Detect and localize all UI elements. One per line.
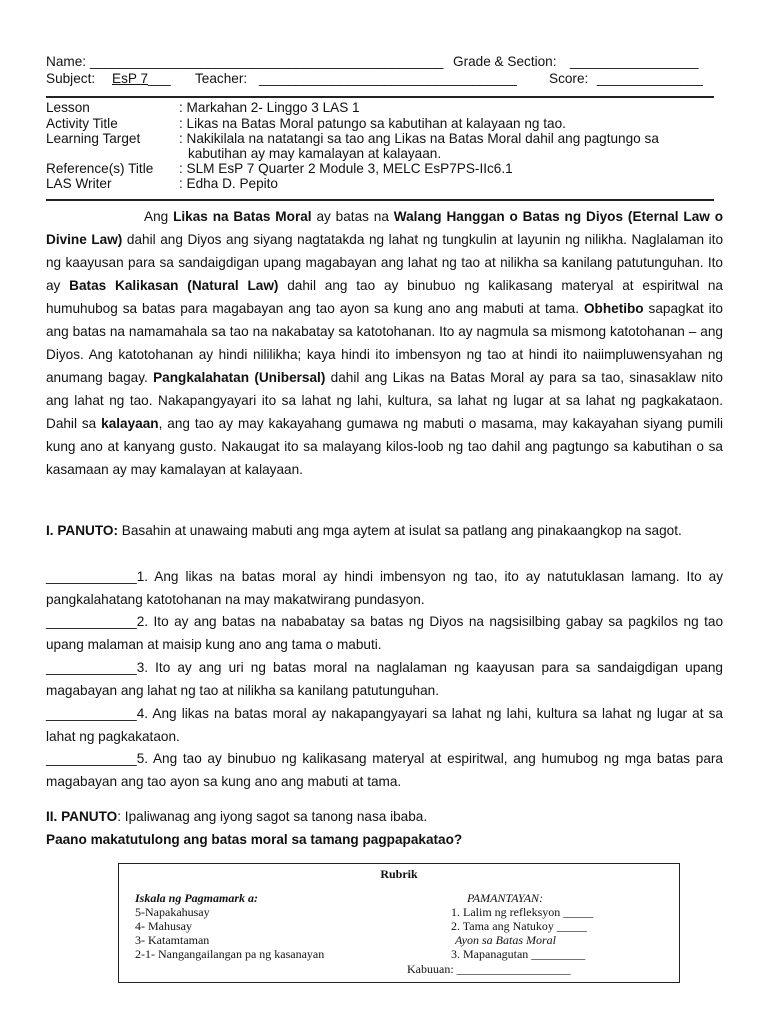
- rubric-scale-item: 5-Napakahusay: [135, 905, 210, 919]
- rubric-title: Rubrik: [380, 867, 418, 881]
- lesson-value: : Markahan 2- Linggo 3 LAS 1: [179, 100, 360, 115]
- learning-target-value: : Nakikilala na natatangi sa tao ang Likas na Batas Moral dahil ang pagtungo sa: [179, 131, 659, 146]
- intro-text: sapagkat ito ang batas na namamahala sa tao na nakabatay sa katotohanan. Ito ay nagmula sa mismong katotohanan – ang Diyos. Ang katotohanan ay hindi nililikha; kaya hindi ito imbensyon ng tao at hindi ito naiimpluwensyahan ng anumang bagay.: [46, 301, 723, 385]
- reference-title-value: : SLM EsP 7 Quarter 2 Module 3, MELC EsP7PS-IIc6.1: [179, 161, 513, 176]
- rubric-criterion: 3. Mapanagutan _________: [451, 947, 586, 961]
- rubric-total: Kabuuan: ___________________: [407, 962, 571, 976]
- name-label: Name:: [46, 54, 87, 69]
- lesson-divider: [46, 199, 714, 201]
- part2-question: Paano makatutulong ang batas moral sa tamang pagpapakatao?: [46, 832, 463, 847]
- subject-tail: ___: [148, 71, 171, 86]
- part2-instruction-text: : Ipaliwanag ang iyong sagot sa tanong nasa ibaba.: [117, 809, 428, 824]
- rubric-box: [118, 863, 680, 983]
- subject-text: EsP 7: [112, 71, 149, 86]
- intro-bold: Batas Kalikasan (Natural Law): [69, 278, 279, 293]
- teacher-label: Teacher:: [195, 71, 248, 86]
- grade-section-field[interactable]: _________________: [570, 54, 699, 69]
- grade-section-label: Grade & Section:: [453, 54, 557, 69]
- rubric-criterion: 2. Tama ang Natukoy _____: [451, 919, 587, 933]
- intro-bold: Pangkalahatan (Unibersal): [153, 370, 326, 385]
- rubric-criterion: 1. Lalim ng refleksyon _____: [451, 905, 594, 919]
- rubric-scale-item: 3- Katamtaman: [135, 933, 210, 947]
- subject-value: [112, 71, 171, 86]
- intro-text: ay batas na: [311, 209, 394, 224]
- subject-label: Subject:: [46, 71, 96, 86]
- rubric-scale-heading: Iskala ng Pagmamark a:: [135, 891, 259, 905]
- header-divider: [46, 96, 714, 98]
- question-item-2[interactable]: ____________2. Ito ay ang batas na nababatay sa batas ng Diyos na nagsisilbing gabay sa pagkilos ng tao upang malaman at maisip kung ano ang tama o mabuti.: [46, 614, 723, 652]
- learning-target-value-cont: kabutihan ay may kamalayan at kalayaan.: [188, 146, 442, 161]
- intro-bold: Obhetibo: [583, 301, 644, 316]
- intro-text: dahil ang Diyos ang siyang nagtatakda ng lahat ng tungkulin at layunin ng nilikha. Naglalaman ito ng kaayusan para sa sandaigdigan upang magabayan ang lahat ng tao at nilikha sa kanilang patutunguhan. Ito ay: [46, 232, 723, 293]
- rubric-scale-item: 2-1- Nangangailangan pa ng kasanayan: [135, 947, 325, 961]
- activity-title-value: : Likas na Batas Moral patungo sa kabutihan at kalayaan ng tao.: [179, 116, 566, 131]
- reference-title-label: Reference(s) Title: [46, 161, 154, 176]
- intro-text: dahil ang Likas na Batas Moral ay para sa tao, sinasaklaw nito ang lahat ng tao. Nakapangyayari ito sa lahat ng lahi, kultura, sa lahat ng lugar at sa lahat ng pagkakataon. Dahil sa: [46, 370, 723, 431]
- question-item-3[interactable]: ____________3. Ito ay ang uri ng batas moral na naglalaman ng kaayusan para sa sandaigdigan upang magabayan ang lahat ng tao at nilikha sa kanilang patutunguhan.: [46, 660, 723, 698]
- question-item-5[interactable]: ____________5. Ang tao ay binubuo ng kalikasang materyal at espiritwal, ang humubog ng mga batas para magabayan ang tao ayon sa kung ano ang mabuti at tama.: [46, 751, 723, 789]
- activity-title-label: Activity Title: [46, 116, 118, 131]
- intro-text: dahil ang tao ay binubuo ng kalikasang materyal at espiritwal na humuhubog sa batas para magabayan ang tao ayon sa kung ano ang mabuti at tama.: [46, 278, 723, 316]
- score-label: Score:: [549, 71, 589, 86]
- rubric-criteria-heading: PAMANTAYAN:: [467, 891, 544, 905]
- part1-instruction: [46, 520, 723, 543]
- intro-bold: Walang Hanggan o Batas ng Diyos (Eternal Law o Divine Law): [46, 209, 724, 247]
- question-item-1[interactable]: ____________1. Ang likas na batas moral ay hindi imbensyon ng tao, ito ay natutuklasan lamang. Ito ay pangkalahatang katotohanan na may makatwirang pundasyon.: [46, 569, 723, 607]
- part1-heading: I. PANUTO:: [46, 523, 118, 538]
- intro-bold: kalayaan: [101, 416, 159, 431]
- rubric-scale-item: 4- Mahusay: [135, 919, 192, 933]
- lesson-label: Lesson: [46, 100, 90, 115]
- intro-text: Ang: [144, 209, 174, 224]
- name-field[interactable]: ________________________________________________: [90, 54, 444, 69]
- learning-target-label: Learning Target: [46, 131, 141, 146]
- intro-paragraph: [46, 205, 723, 481]
- score-field[interactable]: ______________: [597, 71, 703, 86]
- part1-instruction-text: Basahin at unawaing mabuti ang mga aytem at isulat sa patlang ang pinakaangkop na sagot.: [118, 523, 682, 538]
- part2-instruction: [46, 806, 723, 829]
- teacher-field[interactable]: ___________________________________: [259, 71, 517, 86]
- question-item-4[interactable]: ____________4. Ang likas na batas moral ay nakapangyayari sa lahat ng lahi, kultura sa lahat ng lugar at sa lahat ng pagkakataon.: [46, 706, 723, 744]
- intro-text: , ang tao ay may kakayahang gumawa ng mabuti o masama, may kakayahan siyang pumili kung ano at kanyang gusto. Nakaugat ito sa malayang kilos-loob ng tao dahil ang pagtungo sa kabutihan o sa kasamaan ay may kamalayan at kalayaan.: [46, 416, 724, 477]
- las-writer-value: : Edha D. Pepito: [179, 176, 278, 191]
- rubric-criterion-note: Ayon sa Batas Moral: [455, 933, 556, 947]
- part2-heading: II. PANUTO: [46, 809, 118, 824]
- intro-bold: Likas na Batas Moral: [173, 209, 312, 224]
- las-writer-label: LAS Writer: [46, 176, 112, 191]
